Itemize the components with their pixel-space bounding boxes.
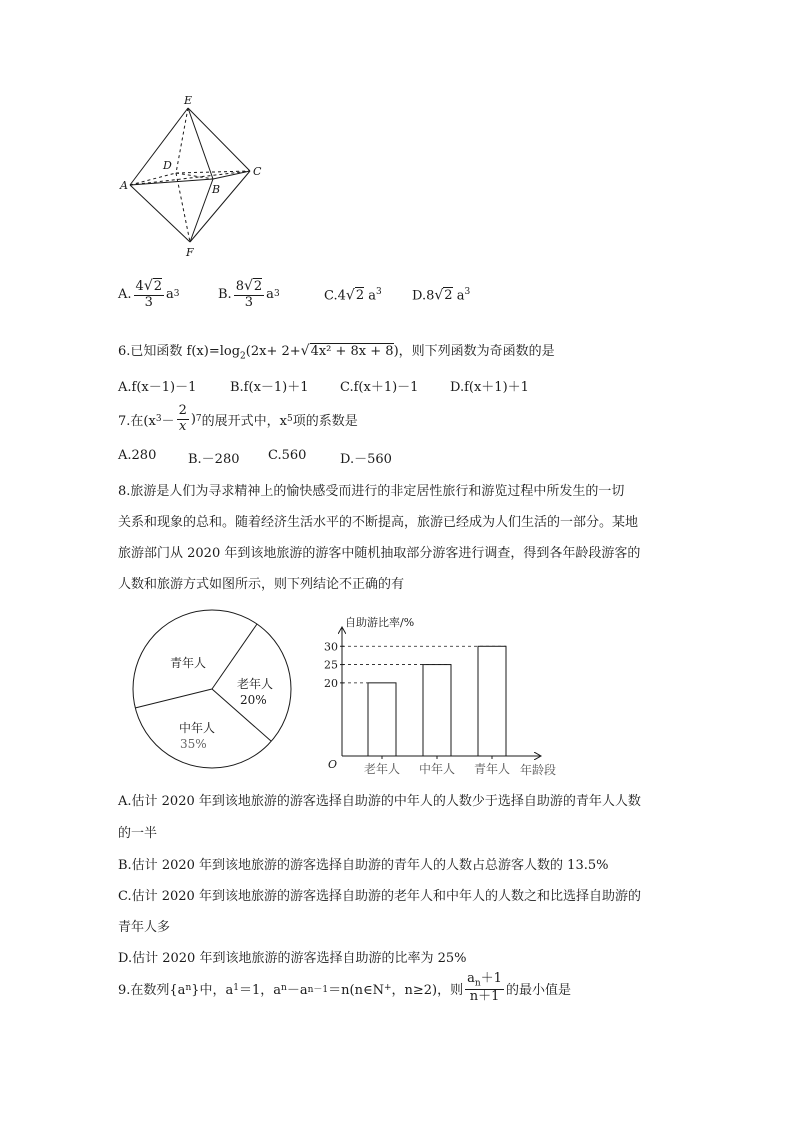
origin-label: O [328, 758, 338, 771]
q6-stem: 6.已知函数 $f(x)=\log_2(2x+ 2+√4x^2 + 8x + 8)$，则下列函数为奇函数的是 [118, 343, 555, 362]
q8-option-b: B.估计 2020 年到该地旅游的游客选择自助游的青年人的人数占总游客人数的 13.5% [118, 858, 609, 873]
q9-stem: 9.在数列{a n }中，a 1 ＝1，a n －a n－1 ＝n(n∈N + ，n≥2)，则 $\frac{a_n+1}{n+1}$ 的最小值是 [118, 971, 571, 1004]
q8-option-a-line2: 的一半 [118, 826, 158, 841]
y-tick-label: 30 [324, 640, 338, 654]
x-category-label: 中年人 [418, 762, 456, 776]
y-tick-label: 20 [324, 676, 338, 690]
pie-label-young: 青年人 [170, 656, 207, 670]
pie-label-old: 老年人 [237, 677, 274, 691]
vertex-label-b: B [212, 183, 221, 196]
pie-divider-3 [135, 689, 212, 708]
q7-option-a: A.280 [118, 448, 157, 463]
q8-option-d: D.估计 2020 年到该地旅游的游客选择自助游的比率为 25% [118, 951, 467, 966]
q8-stem-line3: 旅游部门从 2020 年到该地旅游的游客中随机抽取部分游客进行调查，得到各年龄段游客的 [118, 546, 641, 561]
q8-stem-line1: 8.旅游是人们为寻求精神上的愉快感受而进行的非定居性旅行和游览过程中所发生的一切 [118, 484, 625, 499]
q6-option-b: B.f(x－1)＋1 [230, 380, 309, 395]
bar-0 [368, 683, 396, 756]
bar-chart [312, 608, 574, 778]
pie-chart [128, 608, 298, 778]
bar-2 [478, 646, 506, 756]
q8-option-c-line2: 青年人多 [118, 920, 171, 935]
vertex-label-a: A [120, 179, 128, 192]
y-tick-label: 25 [324, 658, 338, 672]
vertex-label-f: F [186, 246, 194, 259]
q8-stem-line4: 人数和旅游方式如图所示，则下列结论不正确的有 [118, 577, 405, 592]
bar-1 [423, 665, 451, 756]
pie-pct-old: 20% [240, 693, 267, 707]
q5-option-c: C.4√2 $a^3$ [324, 287, 382, 304]
q7-option-c: C.560 [268, 448, 307, 463]
q8-stem-line2: 关系和现象的总和。随着经济生活水平的不断提高，旅游已经成为人们生活的一部分。某地 [118, 515, 639, 530]
q5-option-d: D.8√2 $a^3$ [412, 287, 471, 304]
x-category-label: 老年人 [363, 762, 401, 776]
q6-option-d: D.f(x＋1)＋1 [450, 380, 529, 395]
vertex-label-c: C [253, 165, 262, 178]
q5-option-a: A. $\frac{4√2}{3}$ a 3 [118, 278, 180, 310]
q7-option-b: B.－280 [188, 452, 240, 467]
y-axis-label: 自助游比率/% [345, 616, 415, 629]
x-axis-label: 年龄段 [520, 763, 557, 777]
pie-pct-mid: 35% [180, 737, 207, 751]
pie-label-mid: 中年人 [179, 721, 216, 735]
x-category-label: 青年人 [473, 762, 511, 776]
q7-option-d: D.－560 [340, 452, 392, 467]
vertex-label-e: E [184, 94, 193, 107]
octahedron-figure [110, 92, 280, 264]
q8-option-c-line1: C.估计 2020 年到该地旅游的游客选择自助游的老年人和中年人的人数之和比选择自助游的 [118, 889, 641, 904]
q5-option-b: B. $\frac{8√2}{3}$ a 3 [218, 278, 280, 310]
vertex-label-d: D [163, 159, 172, 172]
q6-option-c: C.f(x＋1)－1 [340, 380, 419, 395]
q8-option-a-line1: A.估计 2020 年到该地旅游的游客选择自助游的中年人的人数少于选择自助游的青年人人数 [118, 794, 641, 809]
q6-option-a: A.f(x－1)－1 [118, 380, 197, 395]
q7-stem: 7.在(x 3 － $\frac{2}{x}$ ) 7 的展开式中，x 5 项的系数是 [118, 403, 358, 434]
